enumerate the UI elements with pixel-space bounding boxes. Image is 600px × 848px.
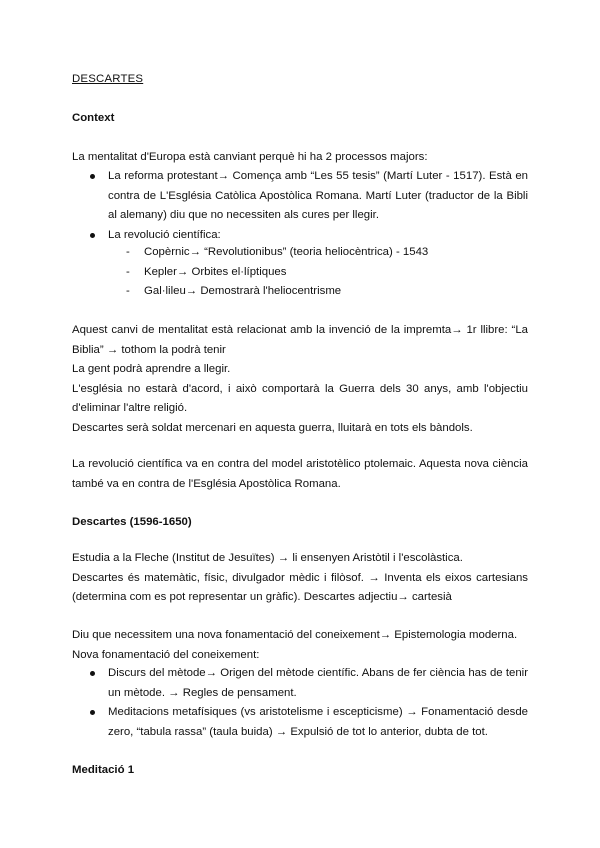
list-item-text: Gal·lileu→ Demostrarà l'heliocentrisme — [144, 285, 342, 297]
revolution-sub-list — [72, 243, 528, 302]
paragraph: La gent podrà aprendre a llegir. — [72, 363, 231, 375]
document-title: DESCARTES — [72, 73, 144, 85]
list-item-text: Copèrnic→ “Revolutionibus” (teoria heliocèntrica) - 1543 — [144, 246, 429, 258]
bullet-icon — [90, 710, 95, 715]
context-paragraphs — [72, 321, 528, 438]
paragraph: Aquest canvi de mentalitat està relacionat amb la invenció de la impremta→ 1r llibre: “La Biblia” → tothom la podrà tenir — [72, 324, 528, 356]
list-item — [72, 664, 528, 703]
descartes-bullet-list — [72, 664, 528, 742]
section-heading-meditacio: Meditació 1 — [72, 764, 135, 776]
paragraph: L'església no estarà d'acord, i això comportarà la Guerra dels 30 anys, amb l'objectiu d'eliminar l'altre religió. — [72, 382, 528, 414]
paragraph: Estudia a la Fleche (Institut de Jesuïtes) → li ensenyen Aristòtil i l'escolàstica. — [72, 552, 463, 564]
bullet-icon — [90, 233, 95, 238]
dash-marker: - — [126, 285, 130, 297]
context-intro: La mentalitat d'Europa està canviant perquè hi ha 2 processos majors: — [72, 151, 428, 163]
section-heading-descartes: Descartes (1596-1650) — [72, 516, 192, 528]
paragraph: La revolució científica va en contra del model aristotèlico ptolemaic. Aquesta nova ciència també va en contra de l'Església Apostòlica Romana. — [72, 458, 528, 490]
list-item — [72, 167, 528, 226]
dash-marker: - — [126, 246, 130, 258]
list-item-text: La revolució científica: — [108, 228, 221, 241]
context-bullet-list — [72, 167, 528, 245]
foundation-paragraphs — [72, 626, 528, 665]
list-item — [72, 263, 528, 283]
list-item-text: La reforma protestant→ Comença amb “Les 55 tesis” (Martí Luter - 1517). Està en contra de L'Església Catòlica Apostòlica Romana. Martí Luter (traductor de la Bibli al alemany) diu que no necessiten als cures per llegir. — [108, 170, 528, 221]
list-item — [72, 243, 528, 263]
list-item-text: Discurs del mètode→ Origen del mètode científic. Abans de fer ciència has de tenir un mètode. → Regles de pensament. — [108, 667, 528, 699]
list-item-text: Meditacions metafísiques (vs aristotelisme i escepticisme) → Fonamentació desde zero, “tabula rassa” (taula buida) → Expulsió de tot lo anterior, dubta de tot. — [108, 706, 528, 738]
paragraph: Descartes serà soldat mercenari en aquesta guerra, lluitarà en tots els bàndols. — [72, 421, 473, 434]
dash-marker: - — [126, 265, 130, 278]
bullet-icon — [90, 174, 95, 179]
section-heading-context: Context — [72, 112, 115, 124]
paragraph: Descartes és matemàtic, físic, divulgador mèdic i filòsof. → Inventa els eixos cartesians (determina com es pot representar un gràfic). Descartes adjectiu→ cartesià — [72, 571, 528, 603]
paragraph: Nova fonamentació del coneixement: — [72, 648, 260, 661]
list-item-text: Kepler→ Orbites el·líptiques — [144, 265, 287, 278]
list-item — [72, 282, 528, 302]
paragraph: Diu que necessitem una nova fonamentació del coneixement→ Epistemologia moderna. — [72, 629, 518, 641]
list-item — [72, 703, 528, 742]
descartes-paragraphs — [72, 549, 528, 608]
bullet-icon — [90, 671, 95, 676]
